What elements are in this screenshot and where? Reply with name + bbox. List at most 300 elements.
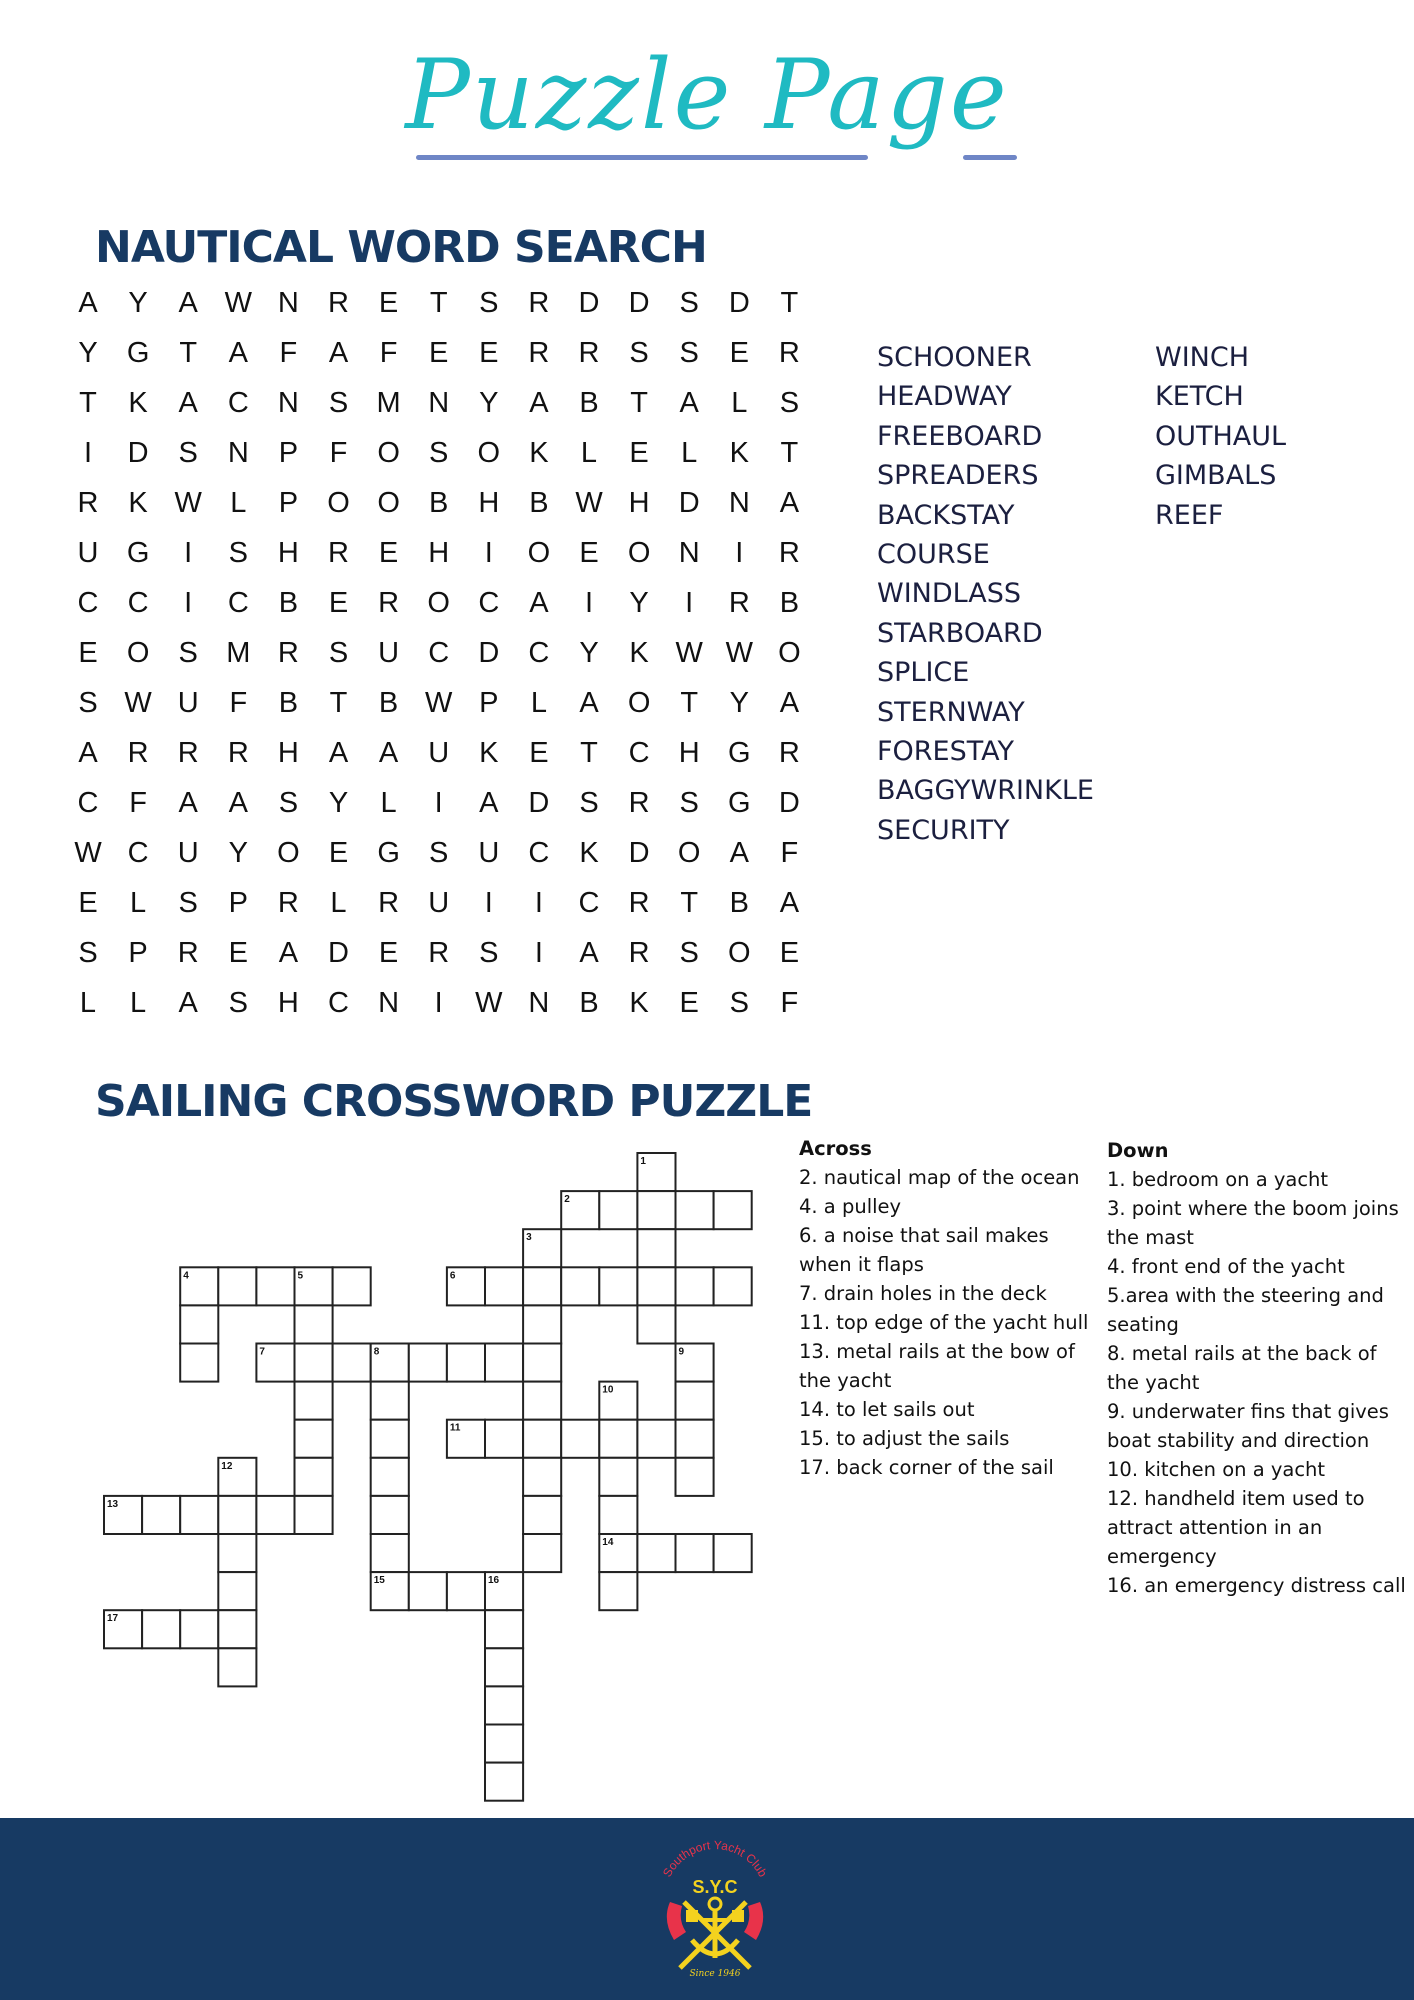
crossword-cell[interactable] [523, 1420, 561, 1458]
word-search-letter: F [379, 337, 398, 369]
crossword-number: 2 [564, 1194, 570, 1206]
word-search-letter: F [129, 787, 147, 819]
word-search-letter: I [534, 887, 543, 919]
crossword-cell[interactable] [447, 1344, 485, 1382]
crossword-cell[interactable] [599, 1496, 637, 1534]
word-search-letter: L [580, 437, 598, 469]
crossword-cell[interactable] [637, 1229, 675, 1267]
word-search-letter: U [428, 737, 450, 769]
crossword-cell[interactable] [295, 1458, 333, 1496]
crossword-number: 16 [488, 1575, 500, 1587]
word-search-letter: E [78, 887, 98, 919]
crossword-cell[interactable] [371, 1496, 409, 1534]
crossword-cell[interactable] [485, 1725, 523, 1763]
word-search-letter: S [429, 837, 449, 869]
word-search-letter: S [178, 637, 198, 669]
word-search-letter: W [475, 987, 503, 1019]
word-search-letter: A [78, 737, 98, 769]
crossword-cell[interactable] [295, 1344, 333, 1382]
crossword-cell[interactable] [142, 1610, 180, 1648]
word-search-letter: Y [228, 837, 248, 869]
crossword-cell[interactable] [714, 1191, 752, 1229]
crossword-number: 12 [221, 1460, 233, 1472]
crossword-cell[interactable] [180, 1610, 218, 1648]
word-search-letter: R [328, 537, 349, 569]
word-search-letter: A [328, 337, 349, 369]
word-search-letter: H [277, 537, 299, 569]
word-search-letter: E [228, 937, 248, 969]
word-search-letter: A [278, 937, 299, 969]
crossword-cell[interactable] [485, 1686, 523, 1724]
crossword-cell[interactable] [599, 1572, 637, 1610]
word-search-letter: C [478, 587, 500, 619]
crossword-cell[interactable] [218, 1648, 256, 1686]
crossword-cell[interactable] [485, 1267, 523, 1305]
crossword-cell[interactable] [676, 1382, 714, 1420]
word-search-letter: A [779, 487, 800, 519]
word-search-letter: E [729, 337, 749, 369]
crossword-cell[interactable] [676, 1191, 714, 1229]
word-search-letter: R [778, 737, 800, 769]
word-search-letter: E [679, 987, 699, 1019]
word-search-letter: S [228, 537, 248, 569]
word-search-letter: A [178, 787, 198, 819]
word-search-letter: R [628, 937, 650, 969]
word-search-letter: H [277, 737, 299, 769]
word-search-letter: A [579, 687, 599, 719]
word-search-letter: I [484, 537, 493, 569]
word-search-letter: S [328, 387, 349, 419]
crossword-cell[interactable] [218, 1572, 256, 1610]
word-search-letter: C [77, 587, 99, 619]
word-item: STARBOARD [877, 617, 1043, 649]
logo-initials: S.Y.C [692, 1877, 738, 1897]
crossword-cell[interactable] [256, 1267, 294, 1305]
word-search-letter: D [728, 287, 750, 319]
word-search-letter: U [177, 837, 199, 869]
word-search-letter: K [529, 437, 549, 469]
crossword-number: 17 [107, 1613, 119, 1625]
crossword-cell[interactable] [256, 1496, 294, 1534]
word-search-letter: I [685, 587, 694, 619]
crossword-cell[interactable] [485, 1344, 523, 1382]
word-search-letter: W [224, 287, 252, 319]
word-search-letter: C [77, 787, 99, 819]
word-search-letter: P [228, 887, 248, 919]
word-search-letter: N [277, 287, 299, 319]
word-search-letter: T [179, 337, 198, 369]
crossword-cell[interactable] [180, 1344, 218, 1382]
word-search-letter: R [628, 887, 650, 919]
word-search-letter: A [78, 287, 98, 319]
word-search-letter: R [227, 737, 249, 769]
word-search-letter: M [226, 637, 251, 669]
page-title: Puzzle Page [405, 39, 1009, 151]
crossword-cell[interactable] [714, 1534, 752, 1572]
crossword-cell[interactable] [676, 1458, 714, 1496]
clue-item: 17. back corner of the sail [799, 1456, 1054, 1479]
word-search-letter: I [484, 887, 493, 919]
word-search-letter: L [681, 437, 698, 469]
word-search-letter: F [780, 987, 799, 1019]
crossword-cell[interactable] [485, 1648, 523, 1686]
word-search-letter: Y [128, 287, 148, 319]
crossword-cell[interactable] [485, 1420, 523, 1458]
word-search-letter: D [628, 837, 650, 869]
word-item: SPLICE [877, 657, 970, 689]
word-search-letter: E [779, 937, 800, 969]
word-search-letter: N [678, 537, 700, 569]
word-search-letter: E [378, 287, 399, 319]
club-logo [650, 1840, 780, 1980]
crossword-cell[interactable] [599, 1420, 637, 1458]
word-search-letter: W [575, 487, 603, 519]
crossword-cell[interactable] [676, 1267, 714, 1305]
crossword-cell[interactable] [295, 1496, 333, 1534]
word-search-letter: O [627, 537, 651, 569]
crossword-cell[interactable] [637, 1267, 675, 1305]
word-search-letter: W [675, 637, 703, 669]
word-search-letter: P [479, 687, 499, 719]
word-search-letter: A [328, 737, 349, 769]
word-search-letter: D [528, 787, 550, 819]
crossword-cell[interactable] [218, 1610, 256, 1648]
anchor-crossed-oars-icon [667, 1898, 763, 1968]
word-search-letter: P [278, 487, 299, 519]
crossword-cell[interactable] [599, 1191, 637, 1229]
clue-item: 4. a pulley [799, 1195, 902, 1218]
crossword-cell[interactable] [523, 1458, 561, 1496]
word-search-letter: R [277, 637, 299, 669]
word-search-letter: G [728, 787, 751, 819]
crossword-cell[interactable] [637, 1191, 675, 1229]
crossword-cell[interactable] [523, 1496, 561, 1534]
down-heading: Down [1107, 1139, 1169, 1162]
word-search-letter: O [677, 837, 701, 869]
word-search-letter: E [479, 337, 499, 369]
word-search-letter: R [628, 787, 650, 819]
crossword-cell[interactable] [599, 1267, 637, 1305]
crossword-cell[interactable] [295, 1305, 333, 1343]
crossword-cell[interactable] [371, 1420, 409, 1458]
crossword-cell[interactable] [714, 1267, 752, 1305]
across-heading: Across [799, 1137, 872, 1160]
word-search-letter: S [429, 437, 449, 469]
word-item: FORESTAY [877, 736, 1015, 768]
word-item: GIMBALS [1155, 460, 1277, 492]
crossword-cell[interactable] [409, 1344, 447, 1382]
word-search-letter: F [279, 337, 298, 369]
word-search-letter: W [174, 487, 202, 519]
word-search-letter: B [429, 487, 449, 519]
word-search-letter: C [428, 637, 450, 669]
word-search-letter: S [78, 687, 98, 719]
word-search-letter: D [678, 487, 700, 519]
word-search-letter: I [434, 987, 443, 1019]
word-search-letter: K [479, 737, 499, 769]
word-search-letter: A [178, 987, 198, 1019]
word-search-letter: I [434, 787, 443, 819]
word-item: WINCH [1155, 342, 1250, 373]
crossword-cell[interactable] [371, 1534, 409, 1572]
word-search-letter: M [376, 387, 401, 419]
crossword-cell[interactable] [523, 1534, 561, 1572]
crossword-cell[interactable] [599, 1458, 637, 1496]
crossword-number: 13 [107, 1498, 119, 1510]
across-clues [799, 1134, 1099, 1482]
word-search-letter: K [128, 387, 148, 419]
word-search-letter: O [126, 637, 150, 669]
crossword-cell[interactable] [180, 1496, 218, 1534]
word-item: HEADWAY [877, 381, 1012, 413]
word-search-letter: G [728, 737, 751, 769]
word-search-letter: S [228, 987, 248, 1019]
word-search-letter: G [126, 337, 150, 369]
word-search-letter: S [679, 787, 699, 819]
crossword-cell[interactable] [371, 1458, 409, 1496]
word-search-letter: E [529, 737, 549, 769]
crossword-number: 11 [449, 1422, 461, 1434]
logo-since: Since 1946 [689, 1969, 741, 1979]
word-item: BACKSTAY [877, 499, 1015, 531]
word-search-letter: E [629, 437, 649, 469]
clue-item: 15. to adjust the sails [799, 1427, 1010, 1450]
crossword-cell[interactable] [333, 1267, 371, 1305]
word-search-letter: R [428, 937, 450, 969]
word-search-letter: G [377, 837, 400, 869]
word-search-letter: U [428, 887, 450, 919]
word-search-letter: B [378, 687, 399, 719]
word-item: SCHOONER [877, 342, 1032, 373]
word-search-letter: E [328, 837, 349, 869]
crossword-cell[interactable] [333, 1344, 371, 1382]
word-search-letter: R [528, 337, 550, 369]
word-search-letter: T [429, 287, 448, 319]
word-search-letter: F [229, 687, 248, 719]
word-search-letter: S [278, 787, 299, 819]
crossword-cell[interactable] [485, 1763, 523, 1801]
word-search-letter: O [627, 687, 651, 719]
word-search-letter: A [529, 587, 549, 619]
word-search-letter: R [528, 287, 550, 319]
clue-item: 2. nautical map of the ocean [799, 1166, 1080, 1189]
crossword-number: 1 [640, 1156, 646, 1167]
word-search-letter: S [479, 937, 499, 969]
crossword-cell[interactable] [295, 1420, 333, 1458]
clue-item: 11. top edge of the yacht hull [799, 1311, 1089, 1334]
clue-item: 1. bedroom on a yacht [1107, 1168, 1329, 1191]
word-search-letter: A [779, 887, 800, 919]
word-search-letter: G [126, 537, 150, 569]
word-search-letter: L [130, 887, 147, 919]
crossword-cell[interactable] [637, 1305, 675, 1343]
word-search-letter: Y [729, 687, 749, 719]
word-search-letter: A [228, 787, 248, 819]
word-search-letter: Y [629, 587, 649, 619]
word-search-letter: N [728, 487, 750, 519]
clue-item: 8. metal rails at the back of the yacht [1107, 1342, 1377, 1394]
word-search-letter: P [128, 937, 148, 969]
word-search-letter: R [177, 737, 199, 769]
word-item: REEF [1155, 499, 1224, 531]
crossword-cell[interactable] [409, 1572, 447, 1610]
word-search-letter: O [728, 937, 751, 969]
word-search-letter: S [78, 937, 98, 969]
word-search-letter: B [278, 587, 299, 619]
word-search-letter: I [184, 537, 193, 569]
crossword-cell[interactable] [218, 1534, 256, 1572]
word-search-letter: E [78, 637, 98, 669]
word-item: FREEBOARD [877, 420, 1043, 452]
crossword-cell[interactable] [180, 1305, 218, 1343]
word-search-letter: H [428, 537, 450, 569]
word-search-letter: D [578, 287, 600, 319]
crossword-number: 15 [373, 1575, 385, 1587]
crossword-cell[interactable] [676, 1534, 714, 1572]
word-search-letter: L [230, 487, 247, 519]
word-search-letter: E [378, 537, 399, 569]
crossword-cell[interactable] [218, 1496, 256, 1534]
crossword-cell[interactable] [447, 1572, 485, 1610]
word-search-letter: A [729, 837, 749, 869]
clue-item: 16. an emergency distress call [1107, 1574, 1406, 1597]
clue-item: 7. drain holes in the deck [799, 1282, 1047, 1305]
word-search-letter: T [329, 687, 348, 719]
word-search-letter: C [227, 387, 249, 419]
word-search-letter: W [74, 837, 102, 869]
word-search-letter: U [478, 837, 500, 869]
word-search-letter: O [527, 537, 551, 569]
word-search-letter: S [479, 287, 499, 319]
crossword-cell[interactable] [561, 1420, 599, 1458]
word-search-letter: D [628, 287, 650, 319]
logo-club-name: Southport Yacht Club [659, 1840, 771, 1880]
word-search-letter: I [584, 587, 594, 619]
word-search-letter: T [79, 387, 97, 419]
word-search-letter: S [629, 337, 649, 369]
crossword-number: 8 [373, 1346, 380, 1358]
word-search-letter: B [529, 487, 549, 519]
word-search-letter: A [178, 387, 198, 419]
word-search-letter: S [328, 637, 349, 669]
word-search-heading: NAUTICAL WORD SEARCH [95, 222, 707, 273]
word-search-letter: A [479, 787, 499, 819]
crossword-cell[interactable] [371, 1382, 409, 1420]
crossword-cell[interactable] [637, 1534, 675, 1572]
crossword-cell[interactable] [295, 1382, 333, 1420]
word-search-letter: R [328, 287, 349, 319]
word-search-letter: I [735, 537, 744, 569]
word-search-letter: R [277, 887, 299, 919]
word-search-letter: R [77, 487, 99, 519]
word-item: STERNWAY [877, 696, 1025, 728]
word-item: SECURITY [877, 814, 1010, 846]
word-search-letter: A [579, 937, 599, 969]
word-search-letter: R [378, 887, 400, 919]
word-search-letter: C [578, 887, 600, 919]
crossword-cell[interactable] [218, 1267, 256, 1305]
word-search-letter: S [779, 387, 800, 419]
word-search-letter: Y [479, 387, 499, 419]
word-search-letter: A [178, 287, 198, 319]
word-search-letter: Y [579, 637, 599, 669]
word-search-letter: W [425, 687, 453, 719]
word-search-letter: A [779, 687, 800, 719]
word-item: OUTHAUL [1155, 420, 1287, 452]
crossword-cell[interactable] [523, 1382, 561, 1420]
word-search-letter: U [77, 537, 99, 569]
word-search-letter: O [277, 837, 300, 869]
crossword-number: 9 [678, 1346, 685, 1358]
word-search-letter: T [630, 387, 648, 419]
word-search-letter: S [729, 987, 749, 1019]
crossword-number: 14 [602, 1537, 614, 1548]
crossword-cell[interactable] [523, 1267, 561, 1305]
word-search-letter: Y [328, 787, 349, 819]
crossword-number: 7 [259, 1346, 265, 1358]
word-search-letter: T [680, 687, 699, 719]
word-search-letter: A [378, 737, 399, 769]
clue-item: 5.area with the steering and seating [1107, 1284, 1384, 1336]
word-search-letter: S [178, 887, 198, 919]
crossword-number: 5 [297, 1270, 304, 1282]
word-search-letter: C [127, 837, 149, 869]
crossword-heading: SAILING CROSSWORD PUZZLE [95, 1076, 813, 1127]
word-search-letter: R [728, 587, 750, 619]
word-search-letter: W [725, 637, 753, 669]
word-search-letter: B [579, 387, 599, 419]
word-search-letter: S [178, 437, 198, 469]
word-search-letter: H [478, 487, 500, 519]
word-search-letter: L [530, 687, 547, 719]
word-search-letter: U [177, 687, 199, 719]
word-search-letter: O [377, 437, 400, 469]
word-search-letter: O [778, 637, 801, 669]
clue-item: 13. metal rails at the bow of the yacht [799, 1340, 1075, 1392]
word-search-letter: B [779, 587, 800, 619]
word-search-letter: B [729, 887, 749, 919]
crossword-cell[interactable] [485, 1610, 523, 1648]
clue-item: 14. to let sails out [799, 1398, 975, 1421]
crossword-cell[interactable] [142, 1496, 180, 1534]
crossword-cell[interactable] [523, 1305, 561, 1343]
word-search-letter: L [130, 987, 147, 1019]
word-search-letter: R [778, 337, 800, 369]
word-search-letter: K [729, 437, 749, 469]
word-search-letter: C [628, 737, 650, 769]
word-search-letter: K [629, 987, 649, 1019]
crossword-number: 6 [449, 1270, 456, 1282]
word-search-letter: O [427, 587, 450, 619]
word-search-letter: H [628, 487, 650, 519]
crossword-cell[interactable] [561, 1267, 599, 1305]
word-search-letter: C [528, 637, 550, 669]
word-search-letter: D [328, 937, 349, 969]
clue-item: 9. underwater fins that gives boat stability and direction [1107, 1400, 1389, 1452]
word-search-letter: R [177, 937, 199, 969]
crossword-cell[interactable] [637, 1420, 675, 1458]
word-search-letter: T [780, 437, 799, 469]
word-search-letter: S [679, 937, 699, 969]
word-search-letter: R [127, 737, 149, 769]
crossword-cell[interactable] [676, 1420, 714, 1458]
crossword-cell[interactable] [523, 1344, 561, 1382]
word-search-letter: D [778, 787, 800, 819]
clue-item: 3. point where the boom joins the mast [1107, 1197, 1399, 1249]
crossword-number: 10 [602, 1384, 614, 1396]
word-search-letter: C [328, 987, 349, 1019]
word-search-letter: E [328, 587, 349, 619]
